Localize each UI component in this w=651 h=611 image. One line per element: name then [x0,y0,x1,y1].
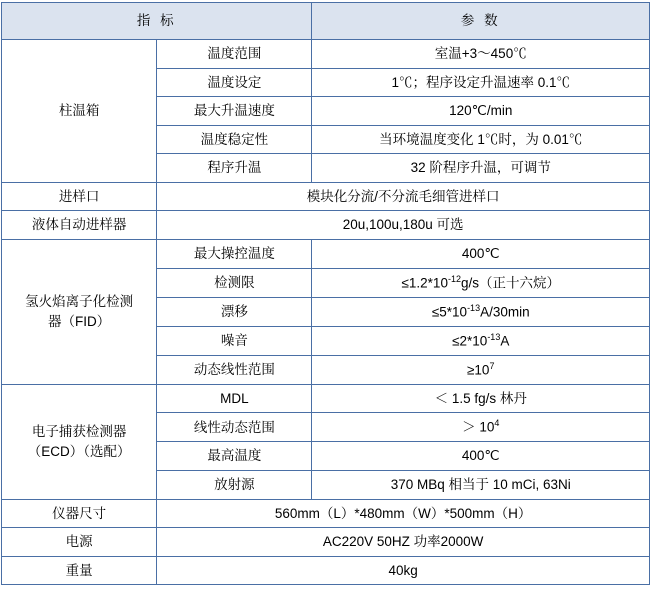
value-cell: $\le 5*10^{-13}A/30\min$ [312,297,650,326]
sub-item-label: 线性动态范围 [157,413,312,442]
value-cell: AC220V 50HZ 功率2000W [157,528,650,557]
group-label-fid-line2: 器（FID） [47,313,111,329]
table-row [2,528,650,557]
value-cell: 400℃ [312,239,650,268]
value-cell: 370 MBq 相当于 10 mCi, 63Ni [312,470,650,499]
sub-item-label: 检测限 [157,268,312,297]
value-cell: $\ge 10^7$ [312,355,650,384]
value-cell: 模块化分流/不分流毛细管进样口 [157,182,650,211]
value-cell: 32 阶程序升温，可调节 [312,154,650,183]
sub-item-label: 温度设定 [157,68,312,97]
group-label-weight: 重量 [2,556,157,585]
group-label-power: 电源 [2,528,157,557]
value-cell: 120℃/min [312,97,650,126]
value-cell: $\le 1.2*10^{-12}g/s$（正十六烷） [312,268,650,297]
sub-item-label: 温度范围 [157,40,312,69]
sub-item-label: 噪音 [157,326,312,355]
value-cell: 20u,100u,180u 可选 [157,211,650,240]
header-cell-metric: 指 标 [2,3,312,40]
table-row [2,211,650,240]
sub-item-label: 温度稳定性 [157,125,312,154]
table-body [2,3,650,585]
value-cell: 1℃；程序设定升温速率 0.1℃ [312,68,650,97]
sub-item-label: 漂移 [157,297,312,326]
value-cell: ＜ 1.5 fg/s 林丹 [312,384,650,413]
value-cell: 560mm（L）*480mm（W）*500mm（H） [157,499,650,528]
value-cell: 40kg [157,556,650,585]
sub-item-label: 动态线性范围 [157,355,312,384]
sub-item-label: 放射源 [157,470,312,499]
value-cell: 当环境温度变化 1℃时，为 0.01℃ [312,125,650,154]
sub-item-label: 最大升温速度 [157,97,312,126]
sub-item-label: 最高温度 [157,442,312,471]
table-header-row [2,3,650,40]
value-cell: $\le 2*10^{-13}A$ [312,326,650,355]
group-label-inlet: 进样口 [2,182,157,211]
group-label-fid [2,239,157,384]
sub-item-label: MDL [157,384,312,413]
group-label-ecd-line2: （ECD）（选配） [27,443,131,459]
table-row [2,384,650,413]
table-row [2,40,650,69]
sub-item-label: 最大操控温度 [157,239,312,268]
value-cell: 室温+3～450℃ [312,40,650,69]
group-label-fid-line1: 氢火焰离子化检测 [25,294,134,310]
table-row [2,499,650,528]
specification-table [1,2,650,585]
sub-item-label: 程序升温 [157,154,312,183]
value-cell: 400℃ [312,442,650,471]
group-label-ecd-line1: 电子捕获检测器 [31,424,127,440]
group-label-ecd [2,384,157,499]
table-row [2,239,650,268]
header-cell-parameter: 参 数 [312,3,650,40]
group-label-dimensions: 仪器尺寸 [2,499,157,528]
group-label-autosampler: 液体自动进样器 [2,211,157,240]
value-cell: ＞ $10^4$ [312,413,650,442]
table-row [2,182,650,211]
group-label-column-oven: 柱温箱 [2,40,157,183]
table-row [2,556,650,585]
